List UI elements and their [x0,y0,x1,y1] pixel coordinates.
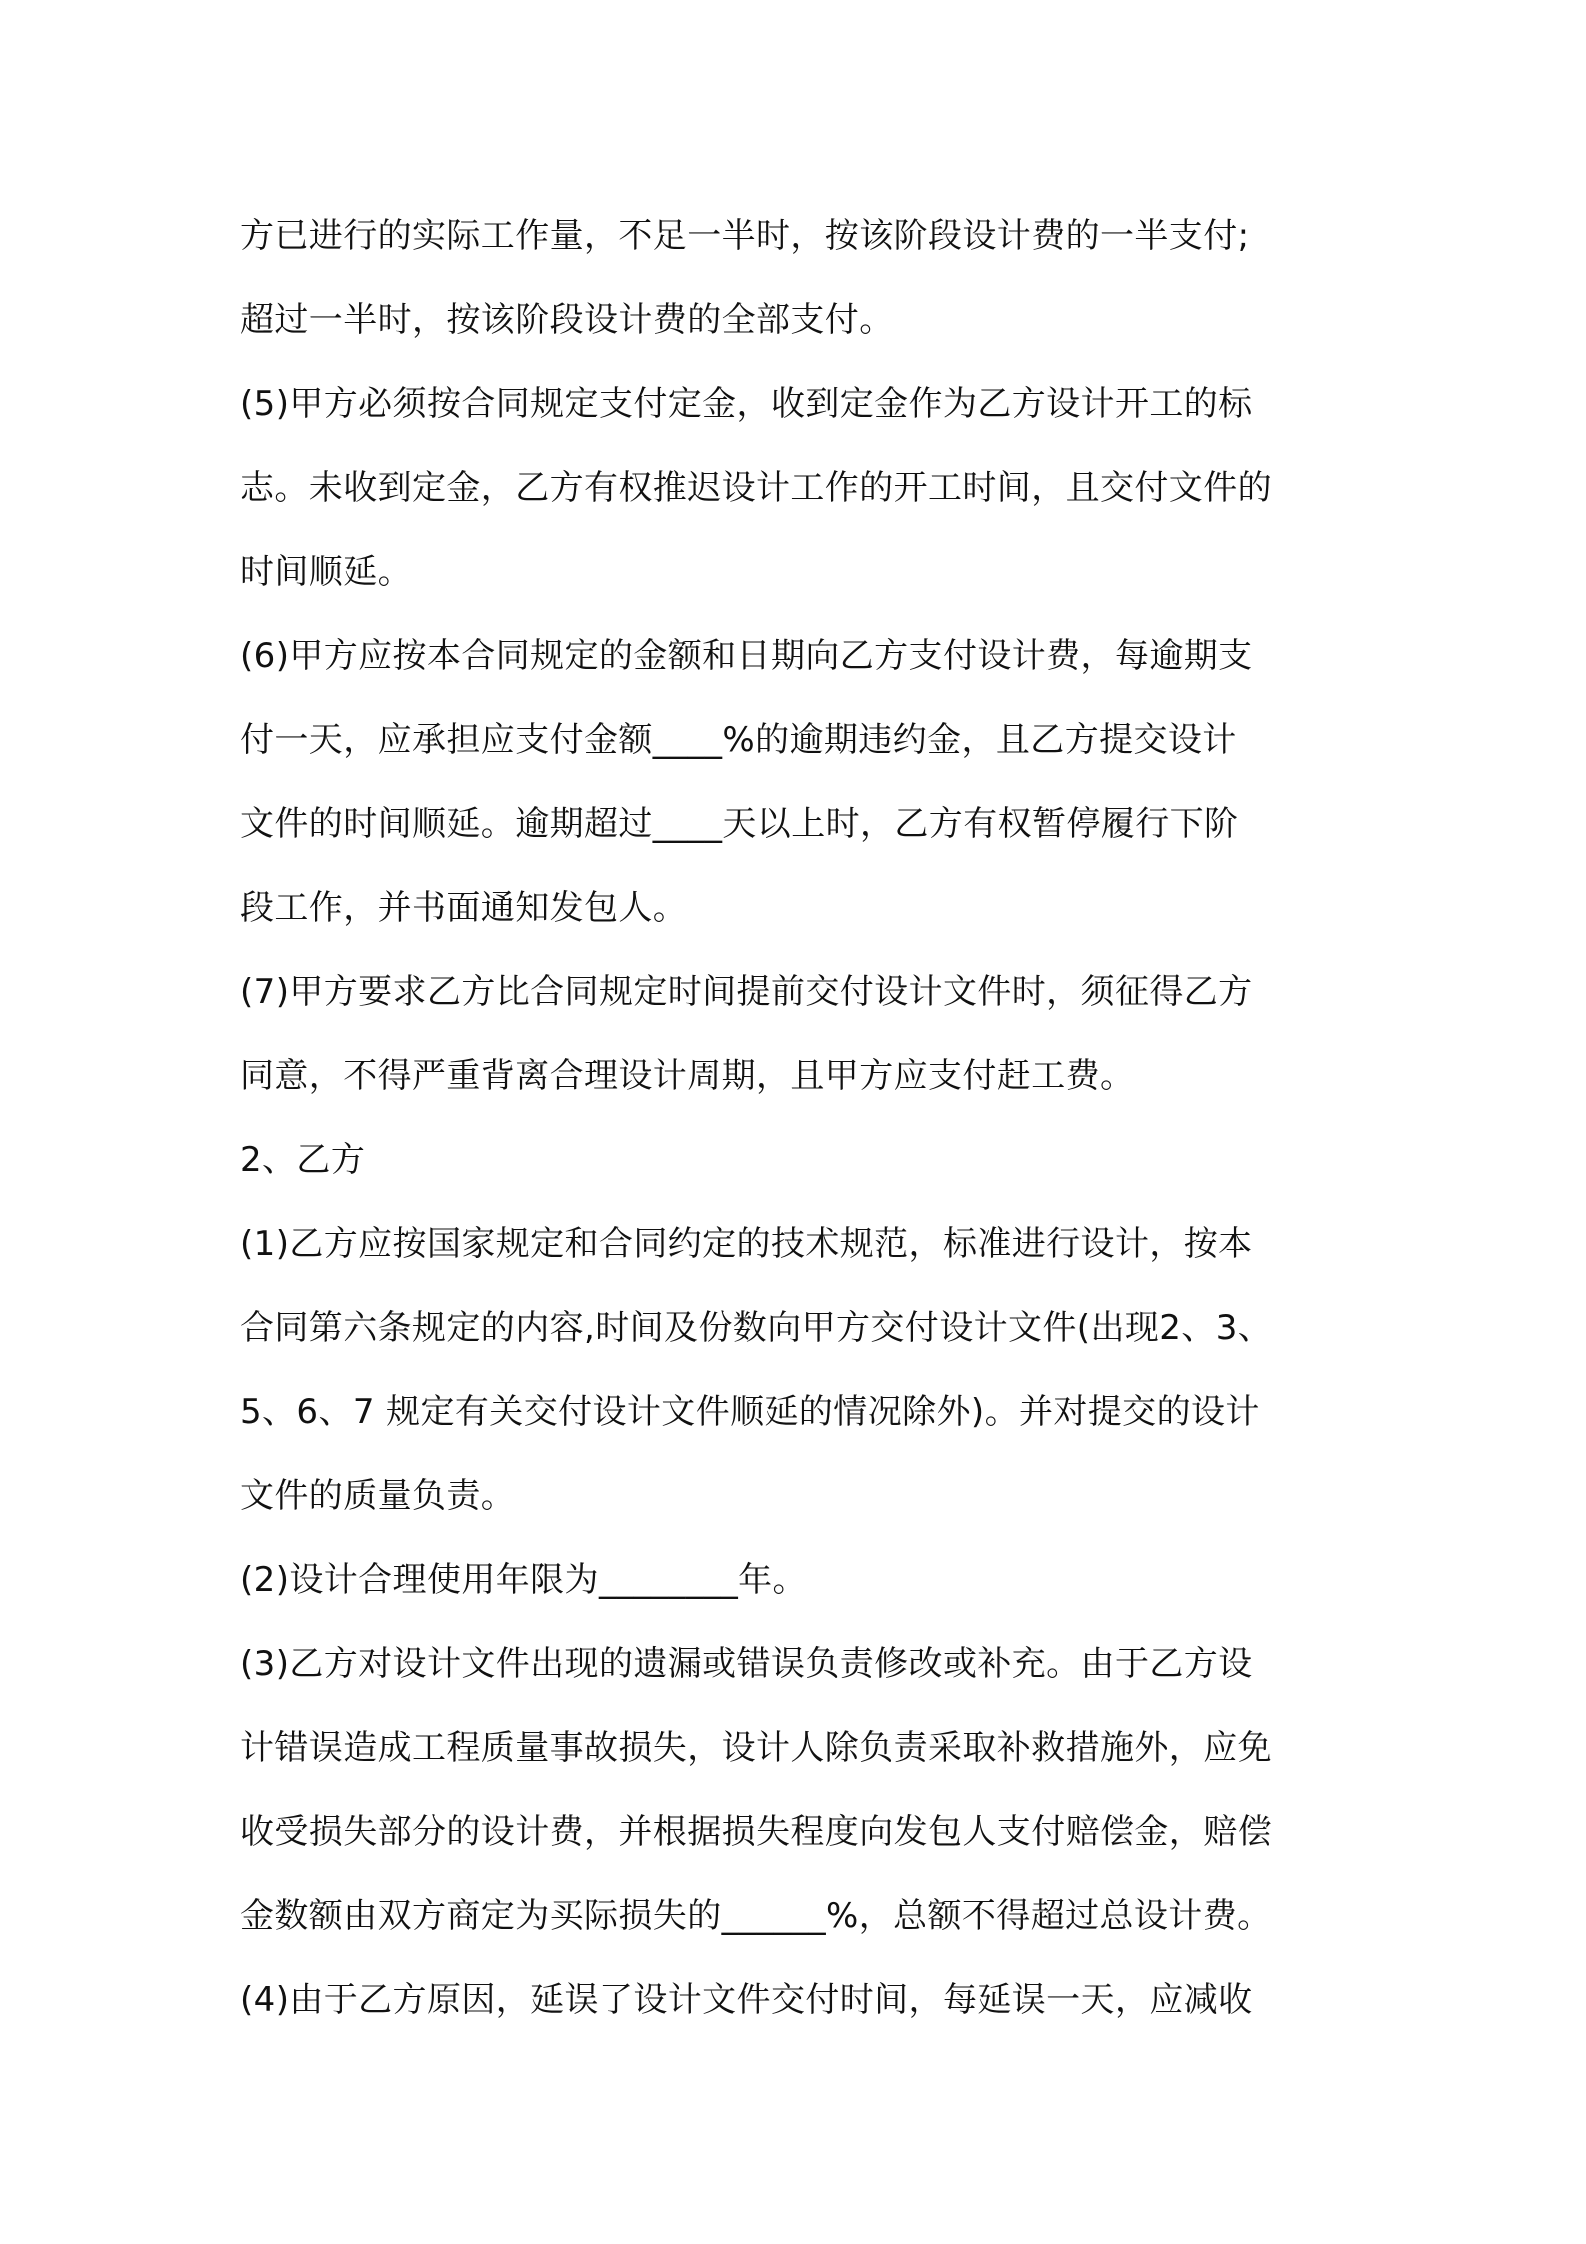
text-line: 同意，不得严重背离合理设计周期，且甲方应支付赶工费。 [240,1056,1135,1096]
text-line: 合同第六条规定的内容,时间及份数向甲方交付设计文件(出现2、3、 [240,1308,1273,1348]
text-line: 收受损失部分的设计费，并根据损失程度向发包人支付赔偿金，赔偿 [240,1812,1272,1852]
text-line: 文件的时间顺延。逾期超过____天以上时，乙方有权暂停履行下阶 [240,804,1239,844]
text-line: (5)甲方必须按合同规定支付定金，收到定金作为乙方设计开工的标 [240,384,1253,424]
text-line: 超过一半时，按该阶段设计费的全部支付。 [240,300,894,340]
text-line: 时间顺延。 [240,552,412,592]
text-line: (2)设计合理使用年限为________年。 [240,1560,807,1600]
text-line: 5、6、7 规定有关交付设计文件顺延的情况除外)。并对提交的设计 [240,1392,1260,1432]
section-heading: 2、乙方 [240,1140,366,1180]
text-line: (1)乙方应按国家规定和合同约定的技术规范，标准进行设计，按本 [240,1224,1253,1264]
text-line: 文件的质量负责。 [240,1476,516,1516]
text-line: 段工作，并书面通知发包人。 [240,888,688,928]
contract-text [240,194,1360,2042]
text-line: 计错误造成工程质量事故损失，设计人除负责采取补救措施外，应免 [240,1728,1272,1768]
text-line: (3)乙方对设计文件出现的遗漏或错误负责修改或补充。由于乙方设 [240,1644,1253,1684]
text-line: (6)甲方应按本合同规定的金额和日期向乙方支付设计费，每逾期支 [240,636,1253,676]
text-line: 方已进行的实际工作量，不足一半时，按该阶段设计费的一半支付; [240,216,1250,256]
text-line: (4)由于乙方原因，延误了设计文件交付时间，每延误一天，应减收 [240,1980,1253,2020]
text-line: 付一天，应承担应支付金额____%的逾期违约金，且乙方提交设计 [240,720,1237,760]
text-line: (7)甲方要求乙方比合同规定时间提前交付设计文件时，须征得乙方 [240,972,1253,1012]
text-line: 志。未收到定金，乙方有权推迟设计工作的开工时间，且交付文件的 [240,468,1272,508]
text-line: 金数额由双方商定为买际损失的______%，总额不得超过总设计费。 [240,1896,1272,1936]
